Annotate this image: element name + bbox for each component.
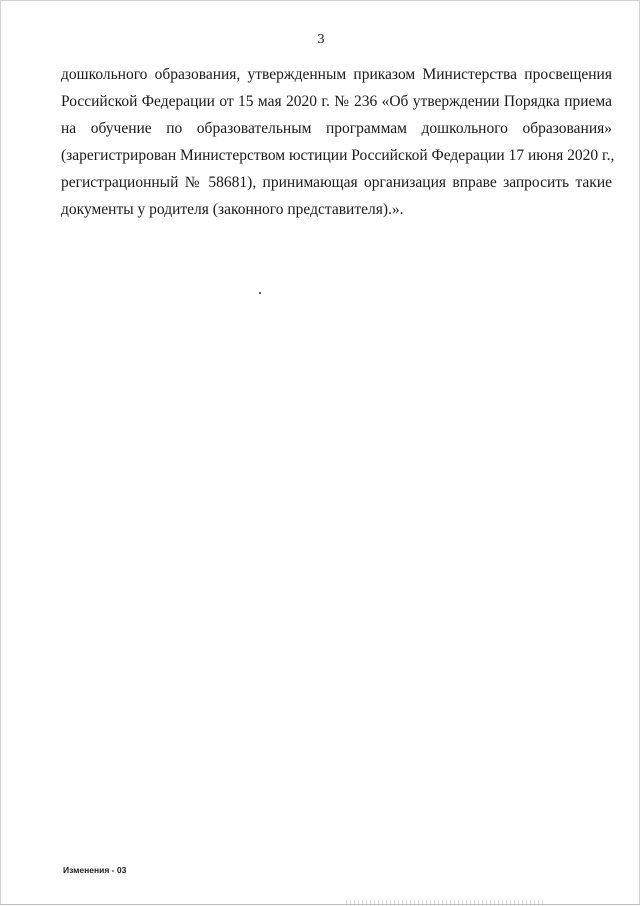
footer-revision-label: Изменения - 03 (63, 865, 127, 875)
body-paragraph (61, 61, 615, 223)
page-number: 3 (317, 32, 325, 47)
scan-speck (259, 292, 261, 294)
paragraph-line: документы у родителя (законного представителя).». (61, 201, 404, 218)
paragraph-line: на обучение по образовательным программам дошкольного образования» (61, 120, 612, 137)
paragraph-line: регистрационный № 58681), принимающая организация вправе запросить такие (61, 174, 612, 191)
paragraph-line: дошкольного образования, утвержденным приказом Министерства просвещения (61, 66, 612, 83)
paragraph-line: Российской Федерации от 15 мая 2020 г. № 236 «Об утверждении Порядка приема (61, 93, 612, 110)
scan-edge-marks (346, 900, 546, 906)
paragraph-line: (зарегистрирован Министерством юстиции Российской Федерации 17 июня 2020 г., (61, 147, 615, 164)
